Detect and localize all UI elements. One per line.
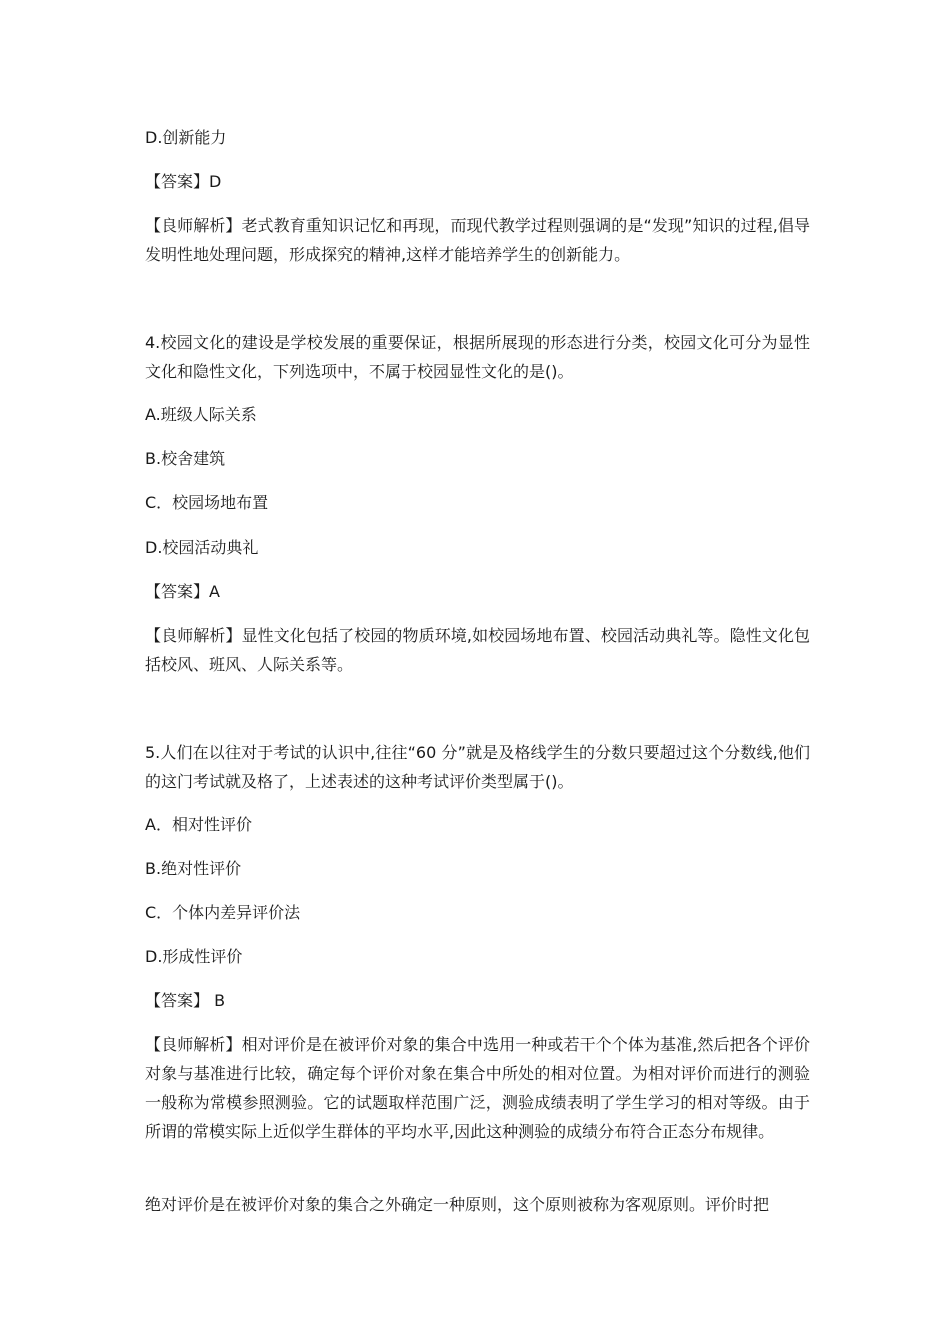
q5-option-d: D.形成性评价 — [145, 947, 243, 966]
q5-option-a: A．相对性评价 — [145, 815, 252, 834]
q4-analysis: 【良师解析】显性文化包括了校园的物质环境,如校园场地布置、校园活动典礼等。隐性文化包括校风、班风、人际关系等。 — [145, 626, 810, 674]
q3-answer: 【答案】D — [145, 172, 222, 191]
q5-analysis: 【良师解析】相对评价是在被评价对象的集合中选用一种或若干个个体为基准,然后把各个评价对象与基准进行比较，确定每个评价对象在集合中所处的相对位置。为相对评价而进行的测验一般称为常模参照测验。它的试题取样范围广泛，测验成绩表明了学生学习的相对等级。由于所谓的常模实际上近似学生群体的平均水平,因此这种测验的成绩分布符合正态分布规律。 — [145, 1035, 810, 1141]
q4-answer: 【答案】A — [145, 582, 220, 601]
q5-option-c: C．个体内差异评价法 — [145, 903, 301, 922]
q3-option-d: D.创新能力 — [145, 128, 227, 147]
q4-stem: 4.校园文化的建设是学校发展的重要保证，根据所展现的形态进行分类，校园文化可分为显性文化和隐性文化，下列选项中，不属于校园显性文化的是()。 — [145, 333, 810, 381]
q4-option-d: D.校园活动典礼 — [145, 538, 259, 557]
q5-analysis-continued: 绝对评价是在被评价对象的集合之外确定一种原则，这个原则被称为客观原则。评价时把 — [145, 1195, 770, 1214]
q5-stem: 5.人们在以往对于考试的认识中,往往“60 分”就是及格线学生的分数只要超过这个分数线,他们的这门考试就及格了，上述表述的这种考试评价类型属于()。 — [145, 743, 810, 791]
q5-option-b: B.绝对性评价 — [145, 859, 242, 878]
q3-analysis: 【良师解析】老式教育重知识记忆和再现，而现代教学过程则强调的是“发现”知识的过程,倡导发明性地处理问题，形成探究的精神,这样才能培养学生的创新能力。 — [145, 216, 810, 264]
q5-answer: 【答案】 B — [145, 991, 226, 1010]
q4-option-b: B.校舍建筑 — [145, 449, 226, 468]
q4-option-a: A.班级人际关系 — [145, 405, 257, 424]
q4-option-c: C．校园场地布置 — [145, 493, 269, 512]
